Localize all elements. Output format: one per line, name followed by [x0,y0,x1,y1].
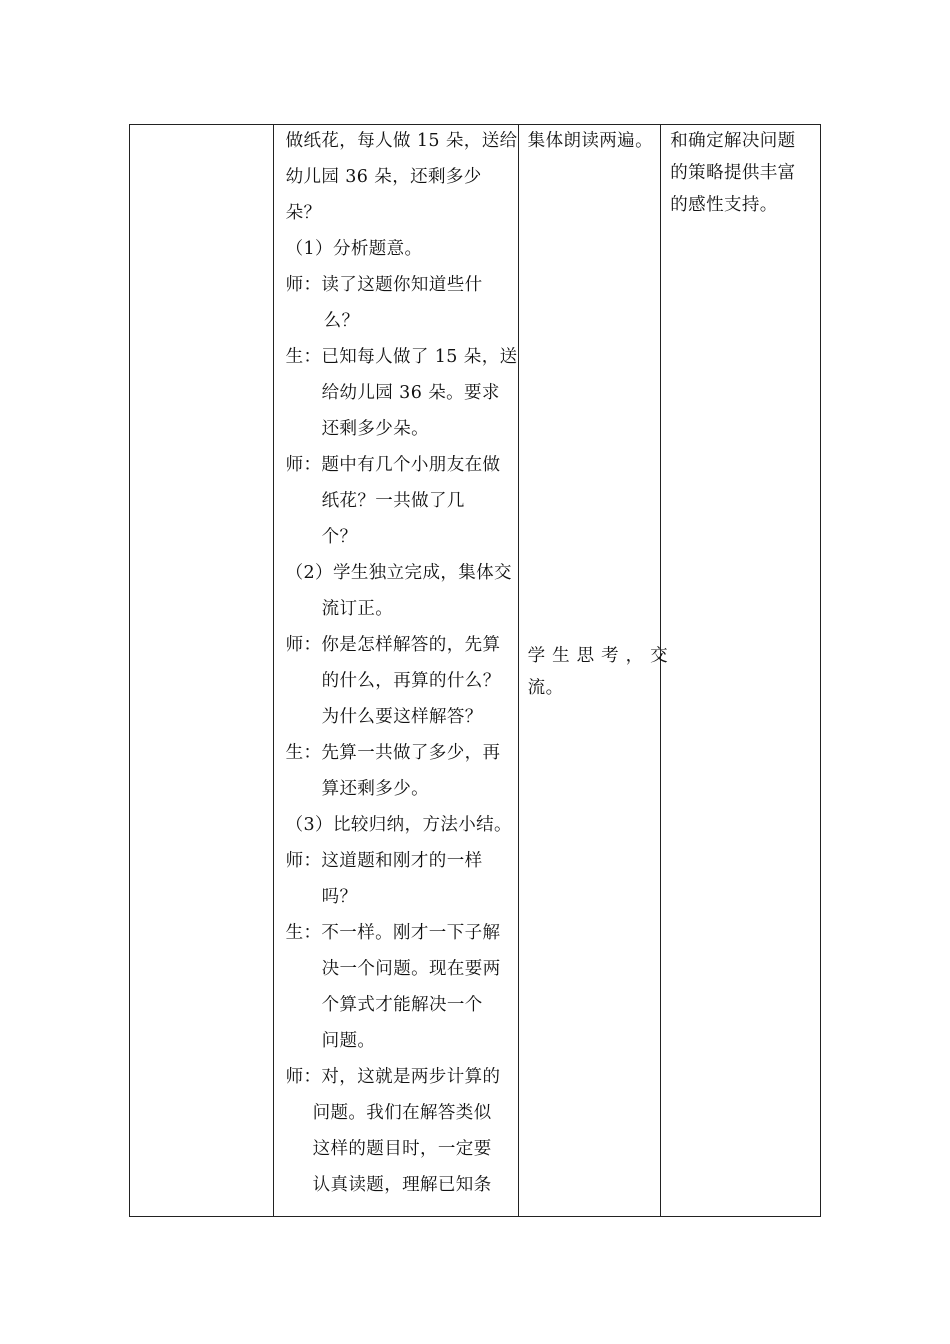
activity-line: 的什么，再算的什么？ [321,671,501,691]
activity-line: 师：你是怎样解答的，先算 [285,635,501,655]
activity-line: 师：这道题和刚才的一样 [285,851,483,871]
activity-line: 生：先算一共做了多少，再 [285,743,501,763]
design-intent-line: 的策略提供丰富 [670,163,796,183]
teacher-activity-cell [273,125,518,1217]
lesson-plan-table [129,124,821,1217]
activity-line: （2）学生独立完成，集体交 [285,563,512,583]
activity-line: 师：题中有几个小朋友在做 [285,455,501,475]
activity-line: 还剩多少朵。 [321,419,430,439]
activity-line: 个？ [321,527,358,547]
activity-line: 么？ [323,311,360,331]
activity-line: 纸花？一共做了几 [321,491,465,511]
activity-line: 生：不一样。刚才一下子解 [285,923,501,943]
student-activity-line: 学生思考，交 [527,646,675,666]
activity-line: 算还剩多少。 [321,779,430,799]
activity-line: 给幼儿园 36 朵。要求 [321,383,500,403]
activity-line: 问题。 [321,1031,376,1051]
activity-line: 这样的题目时，一定要 [312,1139,492,1159]
design-intent-line: 和确定解决问题 [670,131,796,151]
design-intent-line: 的感性支持。 [670,195,778,215]
activity-line: （1）分析题意。 [285,239,423,259]
activity-line: 个算式才能解决一个 [321,995,483,1015]
activity-line: 流订正。 [321,599,394,619]
activity-line: 认真读题，理解已知条 [312,1175,492,1195]
activity-line: 朵？ [285,203,322,223]
activity-line: 师：对，这就是两步计算的 [285,1067,501,1087]
activity-line: （3）比较归纳，方法小结。 [285,815,512,835]
activity-line: 生：已知每人做了 15 朵，送 [285,347,518,367]
activity-line: 为什么要这样解答？ [321,707,483,727]
stage-cell [130,125,274,1217]
student-activity-line: 流。 [527,678,564,698]
activity-line: 师：读了这题你知道些什 [285,275,483,295]
design-intent-cell [661,125,821,1217]
student-activity-cell [518,125,675,1217]
activity-line: 决一个问题。现在要两 [321,959,501,979]
activity-line: 幼儿园 36 朵，还剩多少 [285,167,482,187]
activity-line: 做纸花，每人做 15 朵，送给 [285,131,518,151]
activity-line: 问题。我们在解答类似 [312,1103,492,1123]
student-activity-line: 集体朗读两遍。 [527,131,653,151]
table-row [130,125,821,1217]
activity-line: 吗？ [321,887,358,907]
